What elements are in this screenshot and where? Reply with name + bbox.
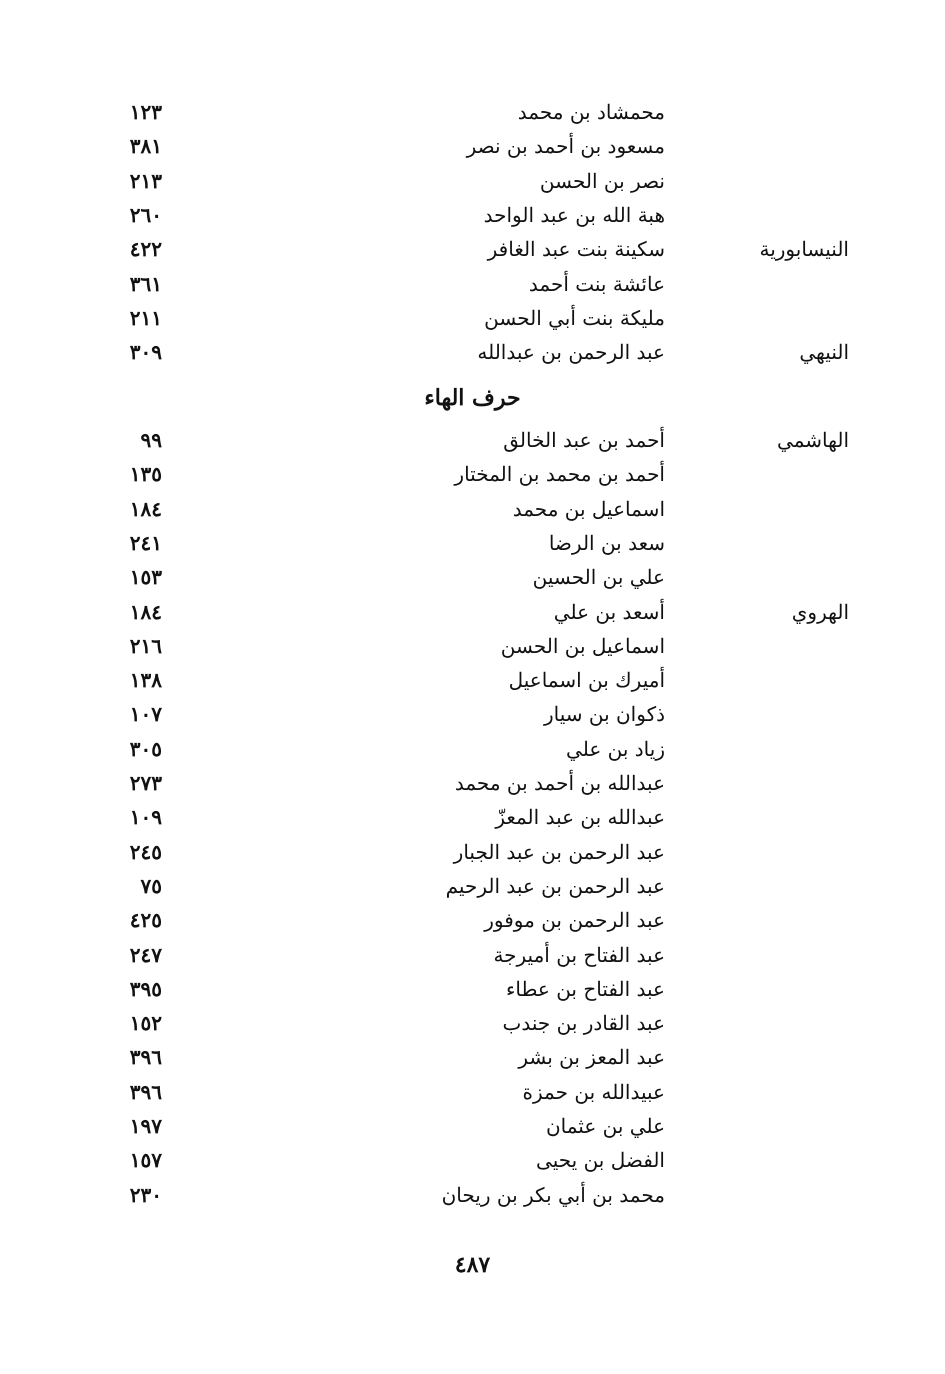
entry-page-number: ٣٠٥: [129, 736, 162, 761]
entry-name: أميرك بن اسماعيل: [508, 668, 665, 693]
index-entry: [0, 267, 945, 301]
index-entry: [0, 835, 945, 869]
entry-name: عبيدالله بن حمزة: [522, 1079, 665, 1104]
index-entry: [0, 972, 945, 1006]
index-entry: [0, 335, 945, 369]
entry-page-number: ٣٩٦: [129, 1045, 162, 1070]
entry-name: الفضل بن يحيى: [536, 1148, 665, 1173]
entry-name: سكينة بنت عبد الغافر: [487, 237, 665, 262]
entry-name: عبد الرحمن بن عبد الجبار: [453, 839, 665, 864]
entry-page-number: ١٥٧: [129, 1148, 162, 1173]
entry-page-number: ٤٢٥: [129, 908, 162, 933]
section-heading: حرف الهاء: [424, 385, 521, 411]
index-entry: [0, 1075, 945, 1109]
entry-page-number: ١٣٨: [129, 668, 162, 693]
entry-page-number: ١٣٥: [129, 462, 162, 487]
index-entry: [0, 1006, 945, 1040]
entry-name: عبد الرحمن بن عبد الرحيم: [445, 873, 665, 898]
entry-name: اسماعيل بن الحسن: [500, 633, 665, 658]
entry-name: محمد بن أبي بكر بن ريحان: [441, 1182, 665, 1207]
entry-page-number: ٣٨١: [129, 134, 162, 159]
entry-name: عبد الرحمن بن موفور: [484, 908, 665, 933]
nisba-label: النيهي: [799, 340, 849, 365]
entry-name: أحمد بن عبد الخالق: [503, 428, 665, 452]
entry-page-number: ١٥٢: [129, 1011, 162, 1036]
entry-page-number: ٢٤٧: [129, 942, 162, 967]
entry-name: محمشاد بن محمد: [517, 100, 665, 124]
nisba-label: الهروي: [791, 599, 849, 624]
nisba-label: النيسابورية: [759, 237, 849, 262]
page-number: ٤٨٧: [454, 1252, 491, 1278]
index-entry: [0, 526, 945, 560]
entry-name: عبد الفتاح بن أميرجة: [493, 942, 665, 967]
entry-page-number: ٢٤٥: [129, 839, 162, 864]
index-entry: [0, 732, 945, 766]
entry-name: عبد القادر بن جندب: [502, 1011, 665, 1036]
entry-name: زياد بن علي: [566, 736, 665, 761]
entry-name: أحمد بن محمد بن المختار: [454, 462, 665, 487]
entry-name: أسعد بن علي: [553, 599, 665, 624]
entry-name: هبة الله بن عبد الواحد: [483, 202, 665, 227]
index-entry: [0, 629, 945, 663]
entry-name: عبد الرحمن بن عبدالله: [477, 340, 665, 365]
index-entry: [0, 1109, 945, 1143]
entry-page-number: ٢١١: [129, 305, 162, 330]
entry-page-number: ١٥٣: [129, 565, 162, 590]
entry-page-number: ٢٦٠: [129, 202, 162, 227]
entry-name: عبدالله بن عبد المعزّ: [495, 805, 665, 830]
index-entry: [0, 198, 945, 232]
entry-name: سعد بن الرضا: [548, 530, 665, 555]
entry-page-number: ٣٠٩: [129, 340, 162, 365]
entry-page-number: ١٠٧: [129, 702, 162, 727]
entry-name: عائشة بنت أحمد: [528, 271, 665, 296]
index-entry: [0, 903, 945, 937]
index-entry: [0, 560, 945, 594]
entry-name: علي بن الحسين: [532, 565, 665, 590]
index-entry: [0, 800, 945, 834]
index-entry: [0, 697, 945, 731]
index-entry: [0, 595, 945, 629]
entry-page-number: ٩٩: [140, 428, 162, 452]
nisba-label: الهاشمي: [777, 428, 849, 452]
index-entry: [0, 1143, 945, 1177]
index-entry: [0, 129, 945, 163]
entry-page-number: ٧٥: [140, 873, 162, 898]
entry-name: عبدالله بن أحمد بن محمد: [454, 771, 665, 795]
entry-page-number: ٣٩٦: [129, 1079, 162, 1104]
index-entry: [0, 938, 945, 972]
index-entry: [0, 1040, 945, 1074]
entry-page-number: ٢١٣: [129, 168, 162, 193]
index-entry: [0, 423, 945, 457]
index-entry: [0, 95, 945, 129]
entry-page-number: ٣٦١: [129, 271, 162, 296]
entry-page-number: ٢٧٣: [129, 771, 162, 795]
index-entry: [0, 457, 945, 491]
index-entry: [0, 164, 945, 198]
index-entry: [0, 766, 945, 800]
entry-name: عبد الفتاح بن عطاء: [506, 976, 665, 1001]
index-entry: [0, 663, 945, 697]
entry-name: علي بن عثمان: [545, 1114, 665, 1138]
entry-name: اسماعيل بن محمد: [512, 496, 665, 521]
entry-page-number: ١٠٩: [129, 805, 162, 830]
index-entry: [0, 232, 945, 266]
entry-name: ذكوان بن سيار: [543, 702, 665, 727]
entry-page-number: ٤٢٢: [129, 237, 162, 262]
entry-name: عبد المعز بن بشر: [518, 1045, 665, 1070]
entry-name: مسعود بن أحمد بن نصر: [466, 134, 665, 159]
entry-page-number: ٣٩٥: [129, 976, 162, 1001]
entry-page-number: ٢٤١: [129, 530, 162, 555]
entry-page-number: ١٢٣: [129, 100, 162, 124]
index-entry: [0, 492, 945, 526]
index-entry: [0, 301, 945, 335]
entry-page-number: ١٩٧: [129, 1114, 162, 1138]
entry-page-number: ١٨٤: [129, 599, 162, 624]
index-entry: [0, 1178, 945, 1212]
entry-page-number: ٢٣٠: [129, 1182, 162, 1207]
index-entry: [0, 869, 945, 903]
entry-name: مليكة بنت أبي الحسن: [484, 305, 665, 330]
entry-name: نصر بن الحسن: [539, 168, 665, 193]
entry-page-number: ٢١٦: [129, 633, 162, 658]
entry-page-number: ١٨٤: [129, 496, 162, 521]
